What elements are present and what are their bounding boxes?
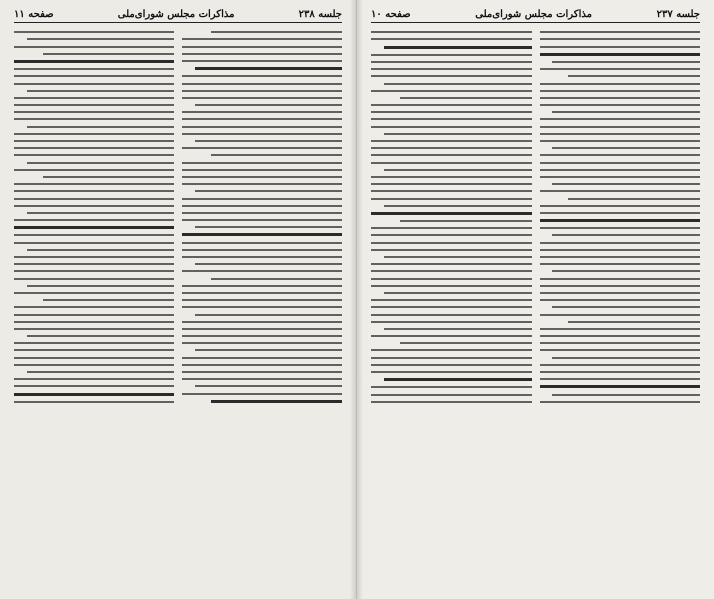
text-line (540, 385, 701, 388)
text-line (14, 104, 174, 106)
text-line (552, 394, 700, 396)
text-line (552, 61, 700, 63)
text-line (371, 75, 532, 77)
text-line (182, 53, 342, 55)
text-line (182, 364, 342, 366)
text-line (371, 249, 532, 251)
text-line (182, 147, 342, 149)
text-line (384, 292, 532, 294)
text-line (568, 198, 700, 200)
text-line (14, 190, 174, 192)
text-line (14, 328, 174, 330)
text-line (14, 226, 174, 229)
text-line (371, 234, 532, 236)
text-line (27, 249, 174, 251)
text-line (371, 364, 532, 366)
text-line (371, 212, 532, 215)
text-line (182, 205, 342, 207)
text-line (14, 133, 174, 135)
text-line (14, 364, 174, 366)
text-line (195, 349, 342, 351)
text-line (14, 198, 174, 200)
text-line (371, 61, 532, 63)
text-line (371, 126, 532, 128)
text-line (14, 342, 174, 344)
text-line (43, 299, 174, 301)
text-line (371, 371, 532, 373)
text-line (371, 335, 532, 337)
text-line (540, 133, 701, 135)
text-line (540, 263, 701, 265)
text-line (43, 53, 174, 55)
page-gutter-shadow (357, 0, 363, 599)
text-line (540, 292, 701, 294)
text-line (371, 118, 532, 120)
text-line (371, 349, 532, 351)
text-line (540, 31, 701, 33)
text-line (27, 335, 174, 337)
text-line (14, 234, 174, 236)
text-line (182, 357, 342, 359)
text-line (27, 162, 174, 164)
text-line (540, 190, 701, 192)
right-page (357, 0, 714, 599)
text-line (540, 90, 701, 92)
text-line (371, 299, 532, 301)
text-line (182, 75, 342, 77)
text-line (14, 401, 174, 403)
text-line (371, 394, 532, 396)
text-line (27, 285, 174, 287)
text-line (182, 292, 342, 294)
left-page-number: صفحه ۱۱ (14, 8, 54, 20)
text-column (14, 26, 174, 591)
text-line (14, 292, 174, 294)
right-page-header (371, 6, 700, 23)
text-line (384, 83, 532, 85)
text-line (14, 393, 174, 396)
text-line (27, 90, 174, 92)
text-line (540, 38, 701, 40)
text-line (182, 90, 342, 92)
text-line (27, 371, 174, 373)
text-line (182, 38, 342, 40)
text-line (14, 118, 174, 120)
text-line (384, 46, 532, 49)
text-line (540, 335, 701, 337)
text-line (182, 46, 342, 48)
text-line (371, 227, 532, 229)
text-line (14, 147, 174, 149)
text-line (182, 162, 342, 164)
text-line (371, 270, 532, 272)
text-line (27, 212, 174, 214)
text-line (211, 154, 342, 156)
text-line (540, 249, 701, 251)
text-line (14, 140, 174, 142)
text-line (14, 46, 174, 48)
text-line (552, 183, 700, 185)
text-line (182, 133, 342, 135)
text-line (182, 256, 342, 258)
text-line (371, 176, 532, 178)
text-line (552, 111, 700, 113)
text-line (195, 67, 342, 70)
text-line (14, 306, 174, 308)
text-line (182, 83, 342, 85)
text-line (540, 285, 701, 287)
text-line (552, 357, 700, 359)
left-page-header (14, 6, 342, 23)
text-line (182, 321, 342, 323)
text-line (14, 242, 174, 244)
text-line (384, 328, 532, 330)
text-line (371, 90, 532, 92)
text-line (568, 75, 700, 77)
text-line (371, 190, 532, 192)
text-line (540, 227, 701, 229)
text-line (14, 31, 174, 33)
text-line (14, 219, 174, 221)
text-line (14, 314, 174, 316)
text-line (14, 278, 174, 280)
text-line (195, 385, 342, 387)
right-page-session: جلسه ۲۳۷ (656, 8, 700, 20)
text-line (540, 68, 701, 70)
text-line (540, 278, 701, 280)
text-line (14, 385, 174, 387)
text-line (540, 364, 701, 366)
text-line (14, 60, 174, 63)
text-line (182, 335, 342, 337)
text-line (384, 378, 532, 381)
text-line (540, 83, 701, 85)
text-line (14, 357, 174, 359)
text-line (540, 205, 701, 207)
text-line (195, 140, 342, 142)
left-page-columns (14, 26, 342, 591)
text-line (371, 140, 532, 142)
text-column (182, 26, 342, 591)
text-line (182, 219, 342, 221)
text-line (14, 169, 174, 171)
text-line (540, 371, 701, 373)
text-line (384, 256, 532, 258)
text-line (14, 97, 174, 99)
text-line (552, 270, 700, 272)
text-line (540, 242, 701, 244)
text-line (182, 183, 342, 185)
text-column (371, 26, 532, 591)
text-line (195, 263, 342, 265)
text-line (552, 306, 700, 308)
text-line (211, 278, 342, 280)
text-line (540, 97, 701, 99)
right-page-number: صفحه ۱۰ (371, 8, 411, 20)
text-line (182, 176, 342, 178)
text-line (400, 342, 532, 344)
text-line (540, 401, 701, 403)
text-line (182, 371, 342, 373)
text-line (371, 263, 532, 265)
text-column (540, 26, 701, 591)
text-line (540, 256, 701, 258)
text-line (195, 314, 342, 316)
text-line (540, 314, 701, 316)
text-line (14, 349, 174, 351)
text-line (14, 68, 174, 70)
text-line (540, 53, 701, 56)
text-line (371, 242, 532, 244)
text-line (371, 306, 532, 308)
text-line (182, 111, 342, 113)
text-line (540, 176, 701, 178)
text-line (211, 400, 342, 403)
text-line (182, 249, 342, 251)
text-line (195, 104, 342, 106)
text-line (540, 378, 701, 380)
text-line (540, 219, 701, 222)
left-page-session: جلسه ۲۳۸ (298, 8, 342, 20)
text-line (540, 349, 701, 351)
text-line (540, 118, 701, 120)
text-line (182, 299, 342, 301)
page-gutter-shadow (350, 0, 356, 599)
text-line (182, 212, 342, 214)
text-line (14, 270, 174, 272)
text-line (540, 126, 701, 128)
text-line (400, 220, 532, 222)
text-line (14, 183, 174, 185)
text-line (182, 169, 342, 171)
text-line (14, 321, 174, 323)
text-line (182, 306, 342, 308)
text-line (384, 169, 532, 171)
text-line (371, 104, 532, 106)
text-line (182, 233, 342, 236)
text-line (14, 263, 174, 265)
text-line (371, 285, 532, 287)
text-line (14, 154, 174, 156)
text-line (540, 154, 701, 156)
text-line (43, 176, 174, 178)
text-line (195, 226, 342, 228)
text-line (182, 342, 342, 344)
text-line (371, 278, 532, 280)
text-line (371, 38, 532, 40)
text-line (182, 97, 342, 99)
text-line (195, 190, 342, 192)
text-line (27, 126, 174, 128)
text-line (371, 147, 532, 149)
text-line (182, 60, 342, 62)
text-line (371, 183, 532, 185)
text-line (182, 328, 342, 330)
text-line (371, 401, 532, 403)
text-line (14, 378, 174, 380)
text-line (371, 68, 532, 70)
text-line (371, 357, 532, 359)
text-line (14, 111, 174, 113)
text-line (371, 31, 532, 33)
text-line (540, 299, 701, 301)
right-page-title: مذاکرات مجلس شورای‌ملی (475, 8, 592, 20)
text-line (371, 198, 532, 200)
text-line (540, 342, 701, 344)
text-line (211, 31, 342, 33)
text-line (540, 212, 701, 214)
text-line (14, 256, 174, 258)
text-line (27, 38, 174, 40)
text-line (182, 118, 342, 120)
right-page-columns (371, 26, 700, 591)
text-line (540, 140, 701, 142)
text-line (182, 242, 342, 244)
text-line (540, 169, 701, 171)
text-line (371, 162, 532, 164)
text-line (14, 75, 174, 77)
text-line (182, 270, 342, 272)
text-line (540, 46, 701, 48)
text-line (371, 111, 532, 113)
text-line (182, 378, 342, 380)
text-line (540, 104, 701, 106)
text-line (371, 54, 532, 56)
text-line (182, 198, 342, 200)
text-line (371, 314, 532, 316)
text-line (371, 154, 532, 156)
text-line (182, 285, 342, 287)
text-line (552, 147, 700, 149)
text-line (540, 162, 701, 164)
text-line (14, 83, 174, 85)
text-line (182, 126, 342, 128)
text-line (371, 321, 532, 323)
text-line (540, 328, 701, 330)
text-line (552, 234, 700, 236)
left-page-title: مذاکرات مجلس شورای‌ملی (117, 8, 235, 20)
text-line (384, 205, 532, 207)
text-line (400, 97, 532, 99)
text-line (182, 393, 342, 395)
text-line (14, 205, 174, 207)
text-line (384, 133, 532, 135)
text-line (371, 386, 532, 388)
text-line (568, 321, 700, 323)
